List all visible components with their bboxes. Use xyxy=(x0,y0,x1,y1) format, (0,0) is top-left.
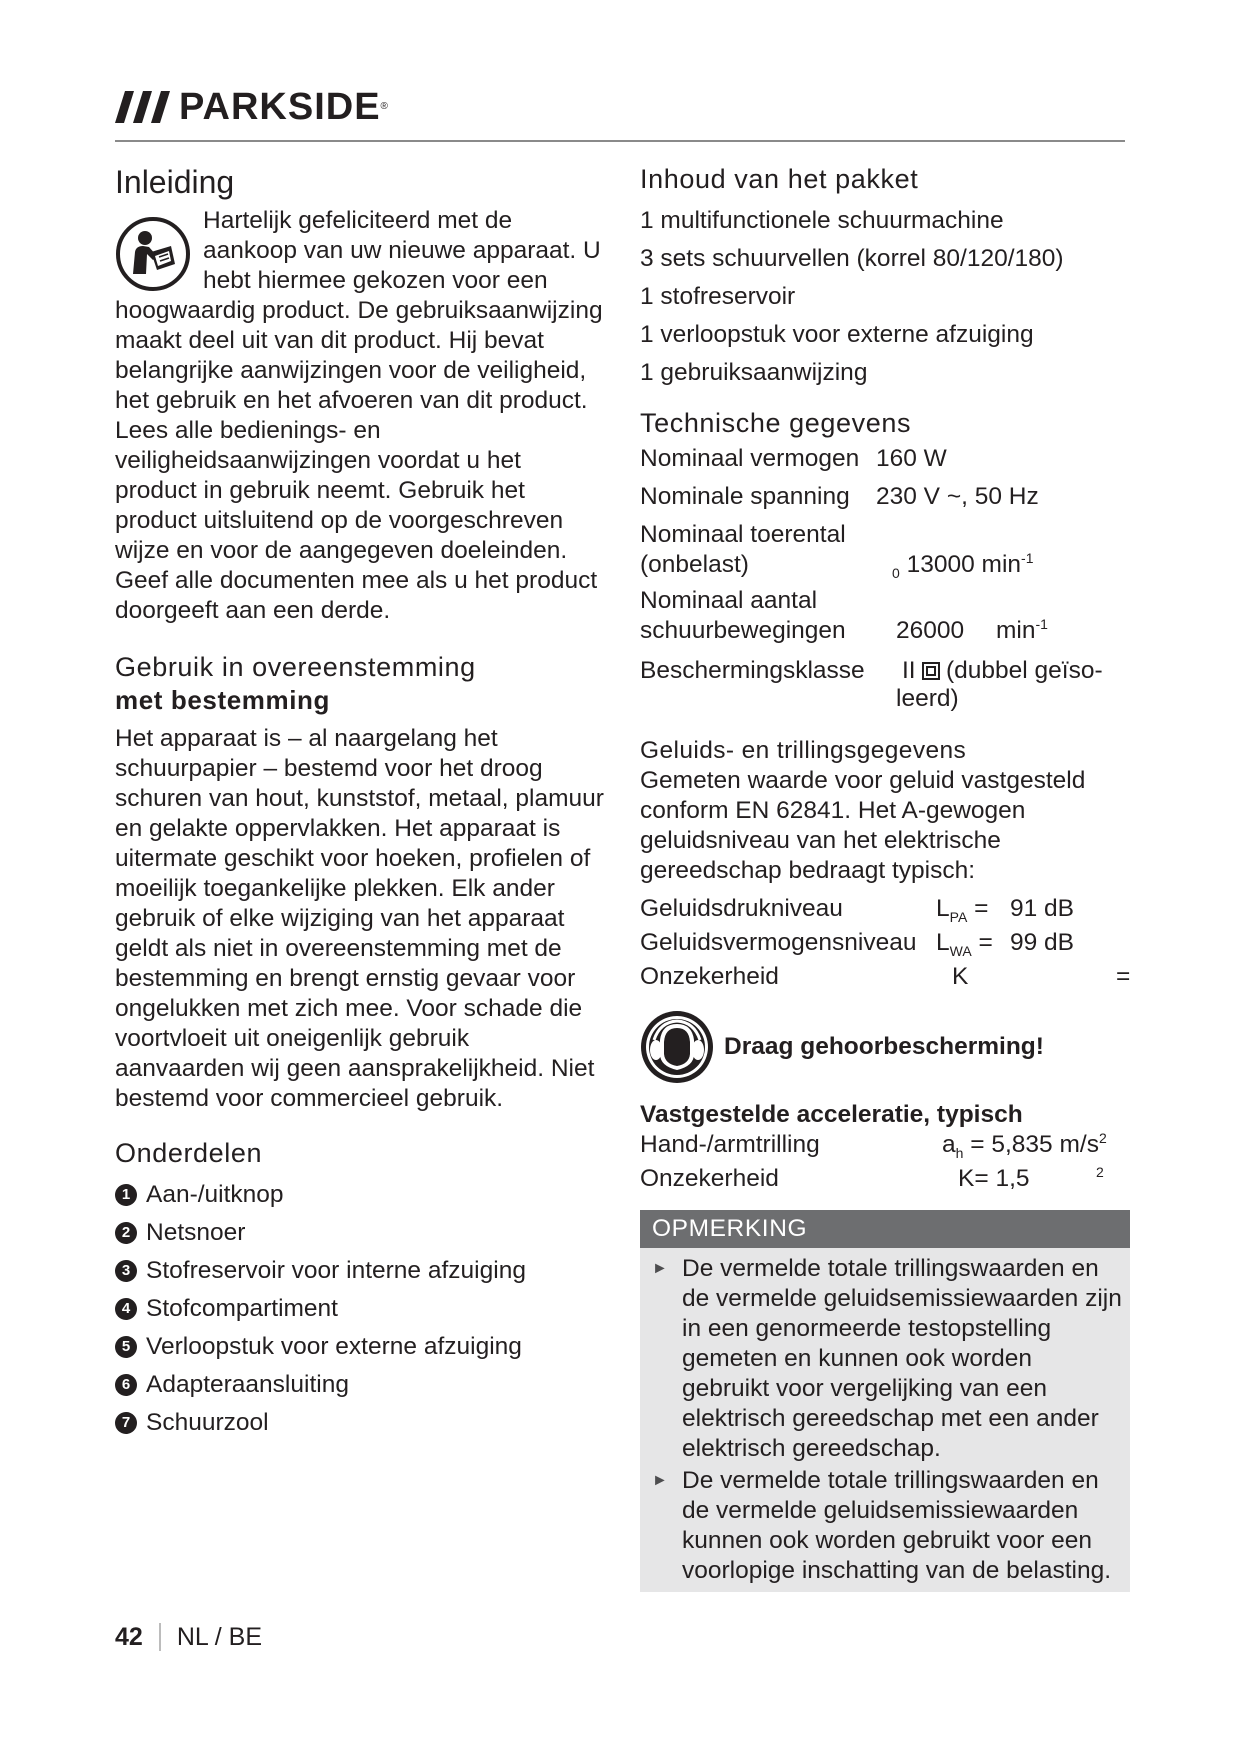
intended-use-paragraph: Het apparaat is – al naargelang het schuurpapier – bestemd voor het droog schuren van hout, kunststof, metaal, plamuur en gelakte oppervlakken. Het apparaat is uitermate geschikt voor hoeken, profielen of moeilijk toegankelijke plekken. Elk ander gebruik of elke wijziging van het apparaat geldt als niet in overeenstemming met de bestemming en brengt ernstig gevaar voor ongelukken met zich mee. Voor schade die voortvloeit uit oneigenlijk gebruik aanvaarden wij geen aansprakelijkheid. Niet bestemd voor commercieel gebruik. xyxy=(115,725,604,1112)
strokes-superscript: -1 xyxy=(1035,616,1048,632)
part-number-badge: 1 xyxy=(115,1184,137,1206)
tech-table xyxy=(640,444,1130,720)
hearing-protection-text: Draag gehoorbescherming! xyxy=(724,1033,1044,1060)
page-number: 42 xyxy=(115,1623,143,1651)
noise-paragraph: Gemeten waarde voor geluid vastgesteld conform EN 62841. Het A-gewogen geluidsniveau van het elektrische gereedschap bedraagt typisch: xyxy=(640,767,1086,884)
vibration-value: K= 1,5 xyxy=(958,1165,1030,1192)
tech-title: Technische gegevens xyxy=(640,408,912,438)
spec-idle-speed xyxy=(640,520,1130,586)
parts-list-item xyxy=(115,1366,605,1404)
noise-label: Geluidsdrukniveau xyxy=(640,895,843,922)
language-code: NL / BE xyxy=(176,1623,263,1651)
intro-title: Inleiding xyxy=(115,164,235,200)
vibration-superscript: 2 xyxy=(1096,1164,1104,1180)
spec-label: Nominaal toerental xyxy=(640,521,846,548)
noise-uncertainty-equals: = xyxy=(1116,963,1131,990)
parts-section xyxy=(115,1136,605,1442)
symbol-l: L xyxy=(936,895,950,922)
hearing-protection-notice xyxy=(640,1010,1130,1084)
intended-use-section xyxy=(115,650,605,1114)
vibration-section xyxy=(640,1100,1130,1198)
part-label: Verloopstuk voor externe afzuiging xyxy=(146,1333,522,1360)
page-footer xyxy=(115,1620,262,1654)
parts-list-item xyxy=(115,1328,605,1366)
package-item: 1 verloopstuk voor externe afzuiging xyxy=(640,321,1034,348)
part-number-badge: 2 xyxy=(115,1222,137,1244)
noise-symbol: $L_{WA}$ = xyxy=(936,929,993,959)
double-insulation-icon xyxy=(922,662,940,680)
noise-symbol: K xyxy=(952,963,969,990)
symbol-subscript: WA xyxy=(949,943,972,959)
hand-superscript: 2 xyxy=(1098,1130,1107,1146)
parts-list-item xyxy=(115,1252,605,1290)
part-number-badge: 4 xyxy=(115,1298,137,1320)
note-title: OPMERKING xyxy=(640,1210,1130,1248)
triangle-bullet-icon: ► xyxy=(652,1472,668,1489)
spec-rated-voltage xyxy=(640,482,1130,520)
right-column xyxy=(640,160,1130,1592)
symbol-subscript: h xyxy=(955,1145,964,1161)
spec-label: Beschermingsklasse xyxy=(640,657,865,684)
note-text: De vermelde totale trillingswaarden en de vermelde geluidsemissiewaarden kunnen ook worden gebruikt voor een voorlopige inschatting van de belasting. xyxy=(682,1467,1112,1584)
noise-title: Geluids- en trillingsgegevens xyxy=(640,737,967,764)
symbol-l: L xyxy=(936,929,950,956)
noise-value: 99 dB xyxy=(1010,929,1075,956)
intro-paragraph: Hartelijk gefeliciteerd met de aankoop van uw nieuwe apparaat. U hebt hiermee gekozen voor een hoogwaardig product. De gebruiksaanwijzing maakt deel uit van dit product. Hij bevat belangrijke aanwijzingen voor de veiligheid, het gebruik en het afvoeren van dit product. Lees alle bedienings- en veiligheidsaanwijzingen voordat u het product in gebruik neemt. Gebruik het product uitsluitend op de voorgeschreven wijze en voor de aangegeven doeleinden. Geef alle documenten mee als u het product doorgeeft aan een derde. xyxy=(115,207,603,624)
vibration-uncertainty-row xyxy=(640,1164,1130,1198)
strokes-unit: min xyxy=(996,617,1036,644)
spec-value xyxy=(892,550,1033,588)
vibration-label: Onzekerheid xyxy=(640,1165,779,1192)
vibration-label: Hand-/armtrilling xyxy=(640,1131,820,1158)
package-list xyxy=(640,202,1130,392)
spec-value: 26000 xyxy=(896,617,965,644)
part-label: Adapteraansluiting xyxy=(146,1371,349,1398)
parts-list-item xyxy=(115,1404,605,1442)
noise-value: 91 dB xyxy=(1010,895,1075,922)
intended-use-title: Gebruik in overeenstemming xyxy=(115,652,476,682)
intended-use-title-bold: met bestemming xyxy=(115,685,331,715)
spec-label: schuurbewegingen xyxy=(640,617,846,644)
noise-symbol: $L_{PA}$ = xyxy=(936,895,989,925)
triangle-bullet-icon: ► xyxy=(652,1260,668,1277)
spec-label: (onbelast) xyxy=(640,551,749,578)
part-label: Stofcompartiment xyxy=(146,1295,338,1322)
spec-rated-power xyxy=(640,444,1130,482)
logo-slashes-icon xyxy=(115,91,171,123)
ear-protection-icon xyxy=(640,1010,714,1084)
noise-label: Onzekerheid xyxy=(640,963,779,990)
spec-label: Nominaal vermogen xyxy=(640,445,860,472)
package-item: 1 stofreservoir xyxy=(640,283,796,310)
vibration-hand-row xyxy=(640,1130,1130,1164)
package-title: Inhoud van het pakket xyxy=(640,164,919,194)
note-box xyxy=(640,1210,1130,1592)
note-item xyxy=(652,1254,1122,1464)
spec-strokes xyxy=(640,586,1130,656)
part-number-badge: 6 xyxy=(115,1374,137,1396)
speed-value: 13000 min xyxy=(906,551,1022,578)
speed-subscript: 0 xyxy=(892,565,900,581)
parts-list-item xyxy=(115,1176,605,1214)
part-label: Stofreservoir voor interne afzuiging xyxy=(146,1257,526,1284)
note-item xyxy=(652,1466,1122,1586)
noise-section xyxy=(640,736,1130,1084)
parts-list xyxy=(115,1176,605,1442)
part-number-badge: 7 xyxy=(115,1412,137,1434)
hand-value: = 5,835 m/s xyxy=(970,1131,1099,1158)
footer-separator xyxy=(159,1623,161,1651)
part-label: Schuurzool xyxy=(146,1409,269,1436)
spec-label: Nominaal aantal xyxy=(640,587,818,614)
noise-power-row xyxy=(640,928,1130,962)
registered-mark: ® xyxy=(380,101,388,112)
spec-unit xyxy=(996,616,1048,646)
symbol-a: a xyxy=(942,1131,956,1158)
parts-title: Onderdelen xyxy=(115,1138,263,1168)
noise-label: Geluidsvermogensniveau xyxy=(640,929,917,956)
brand-name: PARKSIDE xyxy=(179,86,381,128)
parts-list-item xyxy=(115,1214,605,1252)
spec-value: leerd) xyxy=(896,685,959,712)
part-label: Aan-/uitknop xyxy=(146,1181,284,1208)
header-rule xyxy=(115,140,1125,142)
vibration-title: Vastgestelde acceleratie, typisch xyxy=(640,1101,1023,1128)
class-symbol-text: II xyxy=(902,657,916,684)
part-number-badge: 5 xyxy=(115,1336,137,1358)
spec-value: 160 W xyxy=(876,445,947,472)
note-text: De vermelde totale trillingswaarden en de vermelde geluidsemissiewaarden zijn in een genormeerde testopstelling gemeten en kunnen ook worden gebruikt voor vergelijking van een elektrisch gereedschap met een ander elektrisch gereedschap. xyxy=(682,1255,1122,1462)
spec-value: 230 V ~, 50 Hz xyxy=(876,483,1039,510)
protection-class-symbol xyxy=(902,656,940,686)
vibration-value xyxy=(942,1130,1107,1168)
noise-pressure-row xyxy=(640,894,1130,928)
symbol-subscript: PA xyxy=(949,909,968,925)
part-number-badge: 3 xyxy=(115,1260,137,1282)
intro-section xyxy=(115,206,605,626)
noise-uncertainty-row xyxy=(640,962,1130,996)
spec-value: (dubbel geïso- xyxy=(946,657,1103,684)
parkside-logo xyxy=(115,86,388,128)
left-column xyxy=(115,160,605,1442)
part-label: Netsnoer xyxy=(146,1219,246,1246)
note-body xyxy=(640,1248,1130,1592)
read-manual-icon xyxy=(115,216,191,292)
package-item: 1 gebruiksaanwijzing xyxy=(640,359,868,386)
package-item: 1 multifunctionele schuurmachine xyxy=(640,207,1004,234)
parts-list-item xyxy=(115,1290,605,1328)
package-item: 3 sets schuurvellen (korrel 80/120/180) xyxy=(640,245,1064,272)
speed-superscript: -1 xyxy=(1021,550,1034,566)
spec-protection-class xyxy=(640,656,1130,720)
spec-label: Nominale spanning xyxy=(640,483,850,510)
